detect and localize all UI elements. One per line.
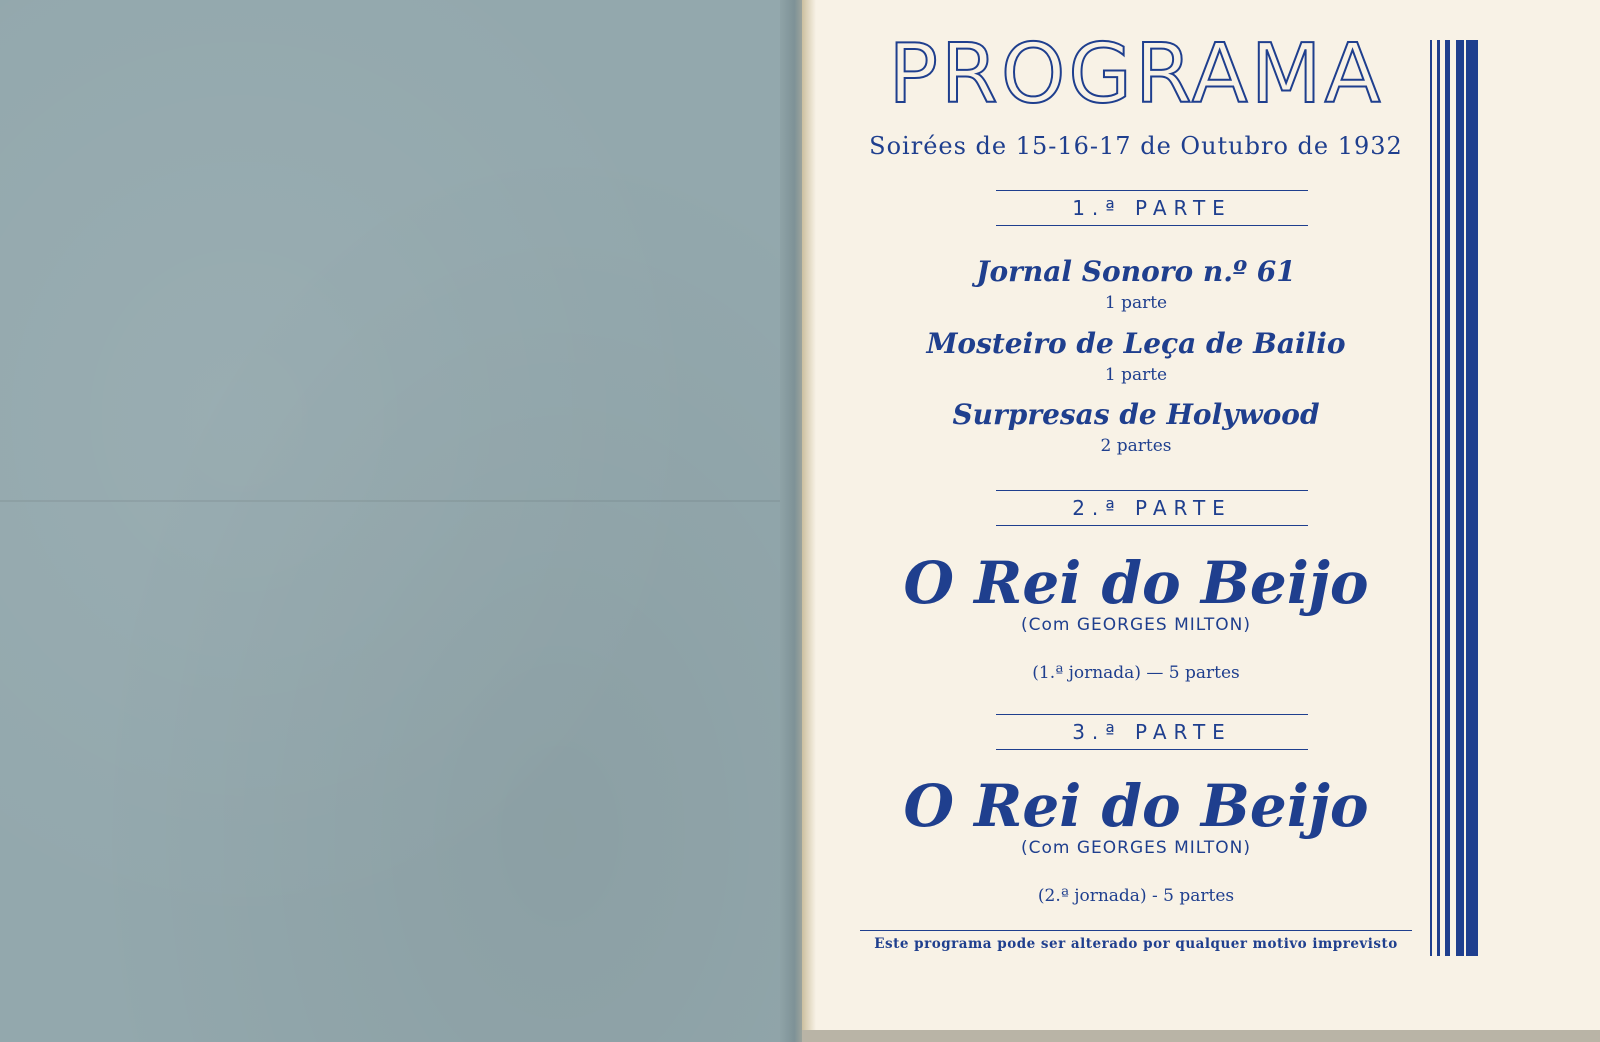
footer-note: Este programa pode ser alterado por qualquer motivo imprevisto	[874, 936, 1398, 952]
item-jornal-sonoro-title: Jornal Sonoro n.º 61	[976, 255, 1296, 288]
cover-spine-edge	[780, 0, 804, 1042]
program-dates: Soirées de 15-16-17 de Outubro de 1932	[869, 132, 1403, 160]
item-surpresas-title: Surpresas de Holywood	[952, 398, 1320, 431]
border-bar-5	[1466, 40, 1478, 956]
page-bottom-edge	[802, 1030, 1600, 1042]
border-bar-4	[1456, 40, 1464, 956]
border-bar-2	[1437, 40, 1440, 956]
footer-rule	[860, 930, 1412, 931]
page-title: PROGRAMA	[888, 27, 1384, 122]
decorative-border-bars	[1430, 40, 1480, 956]
feature-1-detail: (1.ª jornada) — 5 partes	[1032, 663, 1240, 683]
part-1-heading: 1.ª PARTE	[996, 190, 1308, 226]
border-bar-1	[1430, 40, 1432, 956]
part-3-heading: 3.ª PARTE	[996, 714, 1308, 750]
item-mosteiro-title: Mosteiro de Leça de Bailio	[926, 327, 1346, 360]
feature-2-star: (Com GEORGES MILTON)	[1020, 838, 1251, 858]
page-gutter-shadow	[802, 0, 816, 1042]
feature-2-detail: (2.ª jornada) - 5 partes	[1037, 886, 1235, 906]
feature-1-title: O Rei do Beijo	[903, 549, 1369, 617]
item-mosteiro-detail: 1 parte	[1104, 365, 1168, 385]
part-2-heading: 2.ª PARTE	[996, 490, 1308, 526]
feature-1-star: (Com GEORGES MILTON)	[1020, 615, 1251, 635]
border-bar-3	[1445, 40, 1450, 956]
feature-2-title: O Rei do Beijo	[903, 772, 1369, 840]
program-page	[802, 0, 1600, 1042]
cover-fold-line	[0, 500, 800, 502]
item-surpresas-detail: 2 partes	[1100, 436, 1172, 456]
item-jornal-sonoro-detail: 1 parte	[1104, 293, 1168, 313]
